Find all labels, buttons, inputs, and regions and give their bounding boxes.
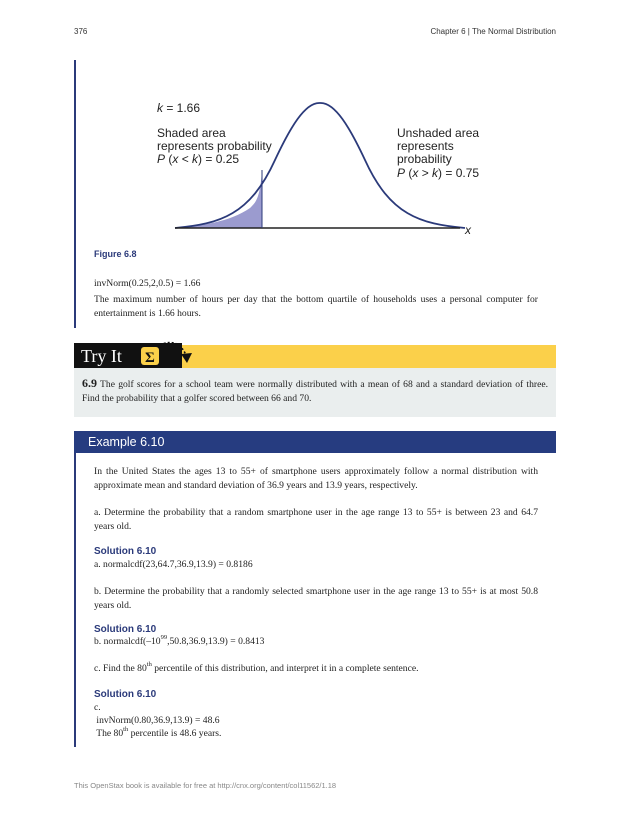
unshaded-line2: represents (397, 139, 454, 153)
page-number: 376 (74, 27, 88, 36)
solution-c-line1: c. (94, 702, 101, 713)
unshaded-line3: probability (397, 152, 452, 166)
part-c-question: c. Find the 80th percentile of this distribution, and interpret it in a complete sentence. (94, 660, 419, 674)
try-it-problem (82, 376, 548, 406)
shaded-line1: Shaded area (157, 126, 226, 140)
solution-b-title: Solution 6.10 (94, 624, 157, 635)
unshaded-line1: Unshaded area (397, 126, 480, 140)
try-it-number: 6.9 (82, 376, 97, 390)
unshaded-probability: P (x > k) = 0.75 (397, 166, 480, 180)
example-title: Example 6.10 (88, 435, 165, 449)
solution-a-text: a. normalcdf(23,64.7,36.9,13.9) = 0.8186 (94, 559, 253, 570)
normal-distribution-figure (140, 90, 490, 240)
solution-c-title: Solution 6.10 (94, 689, 157, 700)
k-label: k = 1.66 (157, 101, 201, 115)
example-left-rule (74, 453, 76, 747)
part-b-question: b. Determine the probability that a randomly selected smartphone user in the age range 13 to 55+ is at most 50.8 years old. (94, 586, 538, 611)
solution-a-title: Solution 6.10 (94, 546, 157, 557)
svg-text:Σ: Σ (145, 350, 155, 366)
solution-c-line3: The 80th percentile is 48.6 years. (94, 725, 222, 739)
solution-b-text: b. $normalcdf(-10^{99},50.8,36.9,13.9) = 0.8413$ (94, 633, 265, 647)
try-it-text: The golf scores for a school team were normally distributed with a mean of 68 and a standard deviation of three. Find the probability that a golfer scored between 66 and 70. (82, 379, 548, 404)
x-axis-label: x (465, 223, 471, 237)
part-a-question: a. Determine the probability that a random smartphone user in the age range 13 to 55+ is between 23 and 64.7 years old. (94, 507, 538, 532)
footer-text: This OpenStax book is available for free at http://cnx.org/content/col11562/1.18 (74, 781, 337, 790)
shaded-probability: P (x < k) = 0.25 (157, 152, 240, 166)
try-it-label: Try It (81, 346, 122, 366)
chapter-header: Chapter 6 | The Normal Distribution (430, 27, 556, 36)
conclusion-text: The maximum number of hours per day that the bottom quartile of households uses a personal computer for entertainment is 1.66 hours. (94, 294, 538, 319)
example-header (74, 431, 556, 453)
invnorm-result: invNorm(0.25,2,0.5) = 1.66 (94, 278, 201, 289)
sigma-icon (140, 339, 196, 369)
figure-caption: Figure 6.8 (94, 249, 137, 259)
shaded-line2: represents probability (157, 139, 272, 153)
solution-c-line2: invNorm(0.80,36.9,13.9) = 48.6 (94, 715, 220, 726)
left-margin-rule (74, 60, 76, 328)
example-intro: In the United States the ages 13 to 55+ of smartphone users approximately follow a normal distribution with approximate mean and standard deviation of 36.9 years and 13.9 years, respectively. (94, 466, 538, 491)
